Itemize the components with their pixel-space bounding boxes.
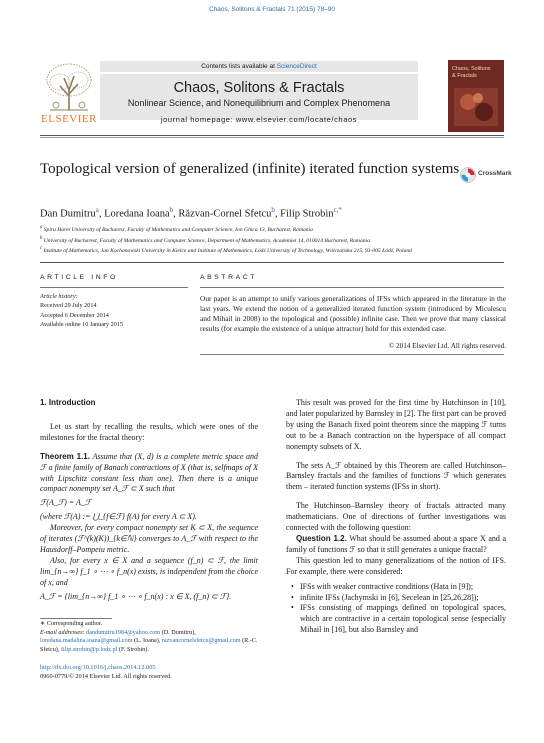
theorem-convergence: Moreover, for every compact nonempty set K ⊂ X, the sequence of iterates (ℱ^(k)(K))_{k∈ℕ} converges to A_ℱ with respect to the Hausdorff–Pompeiu metric. <box>40 523 258 554</box>
author-name[interactable]: Filip Strobin <box>280 208 334 220</box>
elsevier-wordmark: ELSEVIER <box>41 113 97 125</box>
intro-paragraph: Let us start by recalling the results, which were ones of the milestones for the fractal theory: <box>40 421 258 442</box>
theorem-paragraph <box>40 452 258 496</box>
question-paragraph <box>286 534 506 556</box>
abstract-rule <box>200 287 504 288</box>
abstract-bottom-rule <box>200 354 504 355</box>
author-list: Dan Dumitru$^a$, Loredana Ioana$^b$, Răzvan-Cornel Sfetcu$^b$, Filip Strobin$^{c,*}$ <box>40 206 342 220</box>
article-info-heading: ARTICLE INFO <box>40 274 118 281</box>
affiliation-item <box>40 224 510 235</box>
abstract-copyright: © 2014 Elsevier Ltd. All rights reserved. <box>388 342 506 350</box>
affiliation-marker: b <box>40 235 43 241</box>
author-affiliation-marker[interactable]: b <box>169 206 174 214</box>
email-link[interactable]: razvancornelsfetcu@gmail.com <box>161 637 241 645</box>
sciencedirect-link[interactable]: ScienceDirect <box>276 63 317 70</box>
affiliation-marker: c <box>40 246 43 252</box>
paragraph-fractals: The sets A_ℱ obtained by this Theorem are called Hutchinson–Barnsley fractals and the families of functions ℱ which generates them – iterated function systems (IFSs in short). <box>286 460 506 492</box>
contents-prefix: Contents lists available at <box>201 63 277 70</box>
theorem-statement: Assume that (X, d) is a complete metric space and ℱ a finite family of Banach contractions of X (that is, selfmaps of X with Lipschitz constant less than one). Then there is a unique compact nonempty set A_ℱ ⊂ X such that <box>40 451 259 494</box>
equation-where: (where ℱ(A) := ⋃_{f∈ℱ} f(A) for every A ⊂ X). <box>40 512 197 522</box>
affiliation-rule <box>40 262 504 263</box>
email-owner: (F. Strobin). <box>118 645 149 653</box>
emails-label: E-mail addresses: <box>40 628 85 636</box>
doi-block <box>40 663 260 681</box>
email-owner: (R.-C. Sfetcu), <box>40 637 258 653</box>
generalization-list <box>286 582 506 637</box>
footnotes <box>40 620 260 654</box>
received-date: Received 29 July 2014 <box>40 302 97 310</box>
paper-title: Topological version of generalized (infinite) iterated function systems <box>40 161 460 177</box>
contents-band <box>100 61 418 72</box>
doi-link[interactable]: http://dx.doi.org/10.1016/j.chaos.2014.12.005 <box>40 664 156 671</box>
email-link[interactable]: filip.strobin@p.lodz.pl <box>60 645 118 653</box>
author-name[interactable]: Loredana Ioana <box>104 208 170 220</box>
abstract-text: Our paper is an attempt to unify various generalizations of IFSs which appeared in the literature in the last years. We extend the notion of a generalized iterated function system (introduced by Miculescu and Mihail in 2008) to the topological and (possible) infinite case. Then we prove that many classical results (for example the existence of a unique attractor) hold for this extended case. <box>200 294 506 333</box>
question-label: Question 1.2. <box>296 533 347 543</box>
theorem-limit: Also, for every x ∈ X and a sequence (f_n) ⊂ ℱ, the limit lim_{n→∞} f_1 ∘ ⋯ ∘ f_n(x) exists, is independent from the choice of x, and <box>40 555 258 587</box>
corresponding-author-note: ∗ Corresponding author. <box>40 620 103 627</box>
online-date: Available online 10 January 2015 <box>40 320 124 328</box>
affiliation-text: Spiru Haret University of Bucharest, Faculty of Mathematics and Computer Science, Ion Ghica 13, Bucharest, Romania <box>43 226 313 233</box>
affiliation-list <box>40 224 510 256</box>
author-affiliation-marker[interactable]: a <box>95 206 99 214</box>
crossmark-label: CrossMark <box>478 170 512 177</box>
article-history <box>40 292 190 329</box>
left-column <box>40 398 258 606</box>
issn-line: 0960-0779/© 2014 Elsevier Ltd. All rights reserved. <box>40 673 172 680</box>
header-rule <box>40 135 504 136</box>
crossmark-badge[interactable] <box>460 166 510 184</box>
email-link[interactable]: loredana.madalina.ioana@gmail.com <box>40 637 133 645</box>
abstract-heading: ABSTRACT <box>200 274 258 281</box>
author-name[interactable]: Răzvan-Cornel Sfetcu <box>178 208 272 220</box>
elsevier-logo <box>40 60 98 124</box>
email-link[interactable]: dandumitru1984@yahoo.com <box>86 628 161 636</box>
equation-attractor: A_ℱ = {lim_{n→∞} f_1 ∘ ⋯ ∘ f_n(x) : x ∈ X, (f_n) ⊂ ℱ}. <box>40 591 232 601</box>
affiliation-marker: a <box>40 225 43 230</box>
paragraph-theory: The Hutchinson–Barnsley theory of fractals attracted many mathematicians. One of directions of further investigations was connected with the following question: <box>286 501 506 533</box>
author-affiliation-marker[interactable]: c,* <box>333 206 342 214</box>
theorem-label: Theorem 1.1. <box>40 451 90 461</box>
list-item: • IFSs consisting of mappings defined on topological spaces, which are contractive in a certain topological sense (especially Mihail in [16], but also Barnsley and <box>300 603 506 636</box>
paragraph-hutchinson: This result was proved for the first time by Hutchinson in [10], and later popularized by Barnsley in [2]. The first part can be proved by using the Banach fixed point theorem since the mapping ℱ turns out to be a Banach contraction on the hyperspace of all compact nonempty subsets of X. <box>286 398 506 451</box>
email-owner: (D. Dumitru), <box>161 628 196 636</box>
affiliation-text: Institute of Mathematics, Jan Kochanowski University in Kielce and Institute of Mathematics, Łódź University of Technology, Wólczańska 215, 93-005 Łódź, Poland <box>43 248 412 255</box>
question-text: What should be assumed about a space X and a family of functions ℱ so that it still generates a unique fractal? <box>286 533 506 554</box>
paragraph-generalizations: This question led to many generalizations of the notion of IFS. For example, there were considered: <box>286 555 506 576</box>
list-item: • IFSs with weaker contractive conditions (Hata in [9]); <box>300 582 506 593</box>
footnote-rule <box>40 618 112 619</box>
journal-homepage-link[interactable]: journal homepage: www.elsevier.com/locate/chaos <box>160 115 358 124</box>
author-affiliation-marker[interactable]: b <box>271 206 275 214</box>
accepted-date: Accepted 6 December 2014 <box>40 311 109 319</box>
journal-title: Chaos, Solitons & Fractals <box>173 80 345 96</box>
history-label: Article history: <box>40 293 78 300</box>
email-owner: (L. Ioana), <box>134 637 161 645</box>
crossmark-icon <box>460 167 476 183</box>
affiliation-item <box>40 235 510 246</box>
section-heading: 1. Introduction <box>40 398 96 407</box>
journal-cover-image <box>448 60 504 132</box>
journal-subtitle: Nonlinear Science, and Nonequilibrium and Complex Phenomena <box>127 98 391 108</box>
equation-fixed-point: ℱ(A_ℱ) = A_ℱ <box>40 498 92 508</box>
list-item: • infinite IFSs (Jachymski in [6], Secelean in [25,26,28]); <box>300 593 506 604</box>
email-addresses <box>40 629 260 655</box>
affiliation-item <box>40 245 510 256</box>
cover-fractal-icon <box>448 60 504 132</box>
right-column <box>286 398 506 636</box>
affiliation-text: University of Bucharest, Faculty of Mathematics and Computer Science, Department of Mathematics, Academiei 14, 010014 Bucharest, Romania <box>43 237 370 244</box>
author-name[interactable]: Dan Dumitru <box>40 208 96 220</box>
header-rule-thin <box>40 137 504 138</box>
journal-citation-link[interactable]: Chaos, Solitons & Fractals 71 (2015) 78–90 <box>208 6 336 13</box>
journal-band <box>100 74 418 120</box>
cover-title: Chaos, Solitons & Fractals <box>452 66 491 79</box>
article-info-rule <box>40 287 188 288</box>
